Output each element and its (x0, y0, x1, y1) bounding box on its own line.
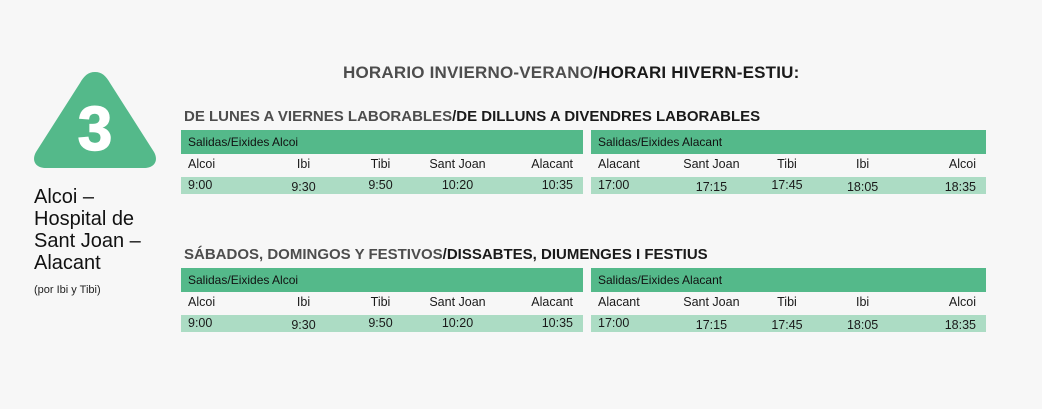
stop-name: Sant Joan (683, 157, 740, 171)
timetable-header: Salidas/Eixides Alcoi (181, 130, 583, 154)
stop-name: Alacant (598, 295, 640, 309)
section-title-es: DE LUNES A VIERNES LABORABLES (184, 108, 453, 125)
section-title-weekends (184, 246, 708, 263)
stop-name: Tibi (370, 157, 391, 171)
route-name-line: Alcoi – (34, 186, 95, 208)
rounded-triangle-icon (30, 66, 160, 170)
departure-time: 17:45 (771, 318, 803, 332)
timetable-weekdays-from-alacant (591, 130, 986, 194)
departure-time: 18:35 (944, 318, 976, 332)
times-row (181, 177, 583, 194)
stop-name: Tibi (777, 157, 797, 171)
timetable-header: Salidas/Eixides Alacant (591, 268, 986, 292)
route-name-line: Hospital de (34, 208, 135, 230)
departure-time: 18:35 (944, 180, 976, 194)
stop-name: Ibi (296, 295, 311, 309)
departure-time: 10:20 (441, 178, 474, 192)
stop-name: Alcoi (188, 295, 216, 309)
page-title (343, 63, 800, 83)
stop-name: Ibi (855, 295, 870, 309)
departure-time: 9:00 (188, 316, 213, 330)
timetable-weekends-from-alcoi (181, 268, 583, 332)
route-via: (por Ibi y Tibi) (34, 284, 101, 296)
departure-time: 9:50 (368, 178, 393, 192)
page-title-es: HORARIO INVIERNO-VERANO (343, 63, 594, 82)
stop-name: Ibi (296, 157, 311, 171)
departure-time: 9:30 (291, 180, 316, 194)
stop-name: Ibi (855, 157, 870, 171)
route-name-line: Sant Joan – (34, 230, 141, 252)
section-title-weekdays (184, 108, 760, 125)
departure-time: 17:45 (771, 178, 803, 192)
departure-time: 18:05 (846, 318, 879, 332)
stops-row (591, 292, 986, 313)
departure-time: 9:50 (368, 316, 393, 330)
section-title-ca: /DE DILLUNS A DIVENDRES LABORABLES (452, 108, 761, 125)
page-title-ca: /HORARI HIVERN-ESTIU: (593, 63, 800, 82)
times-row (181, 315, 583, 332)
times-row (591, 315, 986, 332)
stop-name: Alcoi (948, 157, 976, 171)
stops-row (181, 154, 583, 175)
times-row (591, 177, 986, 194)
departure-time: 17:00 (598, 178, 630, 192)
departure-time: 17:00 (598, 316, 630, 330)
stop-name: Sant Joan (429, 295, 486, 309)
stop-name: Sant Joan (683, 295, 740, 309)
departure-time: 10:20 (441, 316, 474, 330)
section-title-es: SÁBADOS, DOMINGOS Y FESTIVOS (184, 246, 443, 263)
stop-name: Alacant (531, 295, 573, 309)
departure-time: 17:15 (695, 318, 728, 332)
route-number-badge (30, 66, 160, 170)
departure-time: 18:05 (846, 180, 879, 194)
timetable-header: Salidas/Eixides Alacant (591, 130, 986, 154)
timetable-weekdays-from-alcoi (181, 130, 583, 194)
section-title-ca: /DISSABTES, DIUMENGES I FESTIUS (442, 246, 708, 263)
stop-name: Alcoi (948, 295, 976, 309)
departure-time: 10:35 (541, 316, 573, 330)
departure-time: 17:15 (695, 180, 728, 194)
stop-name: Sant Joan (429, 157, 486, 171)
route-name (34, 186, 174, 274)
route-number: 3 (77, 95, 113, 164)
departure-time: 9:30 (291, 318, 316, 332)
departure-time: 10:35 (541, 178, 573, 192)
stop-name: Alacant (598, 157, 640, 171)
timetable-header: Salidas/Eixides Alcoi (181, 268, 583, 292)
stops-row (591, 154, 986, 175)
timetable-weekends-from-alacant (591, 268, 986, 332)
stops-row (181, 292, 583, 313)
departure-time: 9:00 (188, 178, 213, 192)
stop-name: Alacant (531, 157, 573, 171)
route-name-line: Alacant (34, 252, 101, 274)
stop-name: Tibi (370, 295, 391, 309)
stop-name: Alcoi (188, 157, 216, 171)
stop-name: Tibi (777, 295, 797, 309)
